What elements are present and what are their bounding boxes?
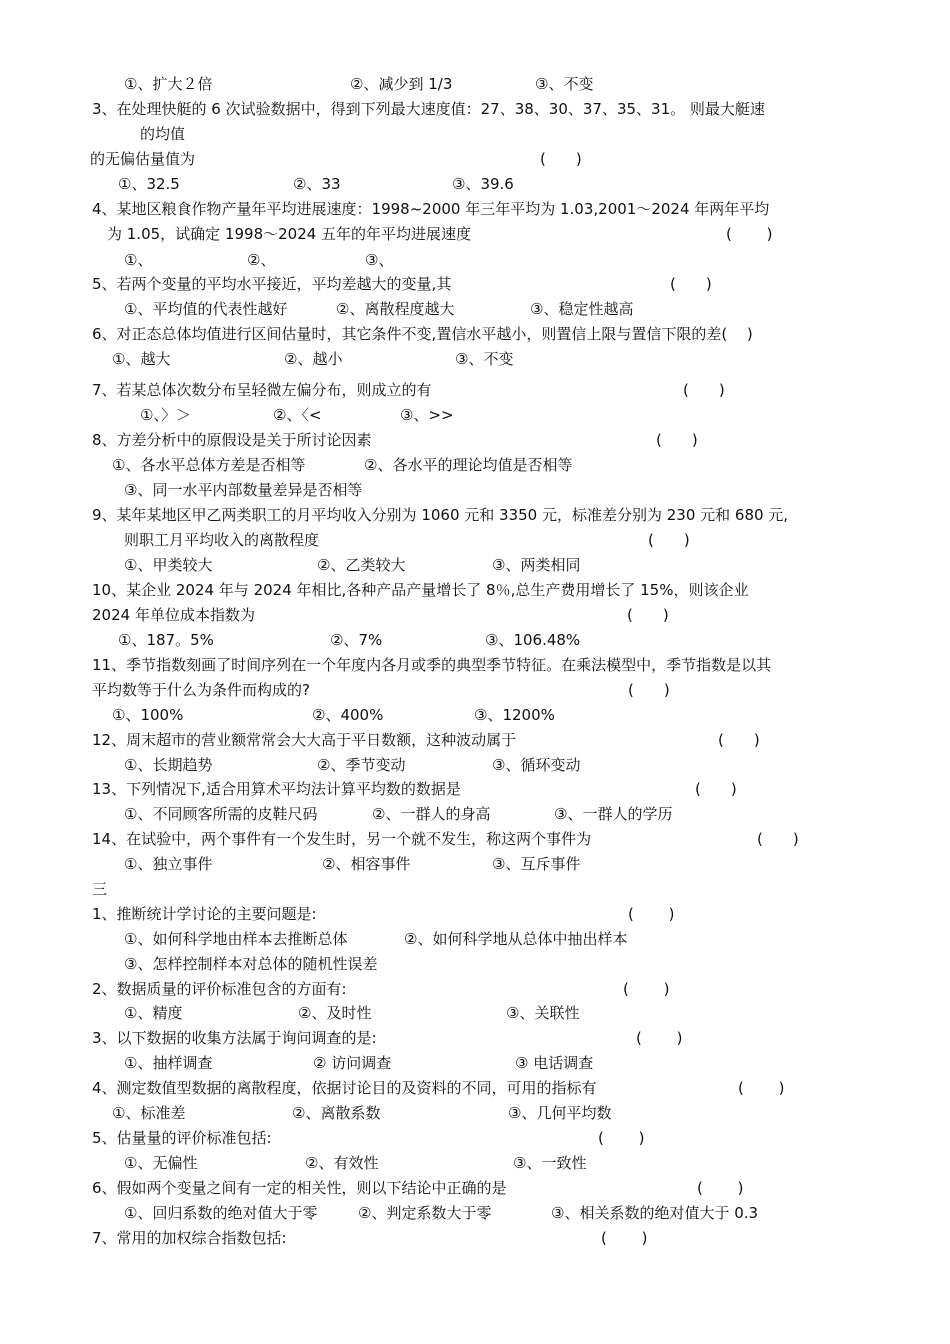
- text-segment: ③、循环变动: [492, 756, 581, 774]
- text-line: [0, 733, 950, 755]
- answer-bracket: ( ): [601, 1229, 648, 1247]
- text-segment: 5、估量量的评价标准包括:: [92, 1129, 272, 1147]
- text-segment: ①、: [124, 251, 153, 269]
- answer-bracket: ( ): [726, 225, 773, 243]
- text-segment: ①、越大: [112, 350, 171, 368]
- text-segment: ①、长期趋势: [124, 756, 213, 774]
- text-segment: ③、一群人的学历: [554, 805, 673, 823]
- text-line: [0, 202, 950, 224]
- text-line: [0, 782, 950, 804]
- text-segment: ③、几何平均数: [508, 1104, 612, 1122]
- text-segment: ②、7%: [330, 631, 383, 649]
- text-line: [0, 1156, 950, 1178]
- text-line: [0, 882, 950, 904]
- text-line: [0, 658, 950, 680]
- text-segment: 14、在试验中，两个事件有一个发生时，另一个就不发生，称这两个事件为: [92, 830, 592, 848]
- text-line: [0, 708, 950, 730]
- text-segment: 为 1.05，试确定 1998～2024 五年的年平均进展速度: [107, 225, 472, 243]
- text-segment: ②、越小: [284, 350, 343, 368]
- text-line: [0, 102, 950, 124]
- text-line: [0, 458, 950, 480]
- text-segment: ①、如何科学地由样本去推断总体: [124, 930, 348, 948]
- answer-bracket: ( ): [636, 1029, 683, 1047]
- text-segment: 平均数等于什么为条件而构成的?: [92, 681, 310, 699]
- text-line: [0, 683, 950, 705]
- text-segment: ②、季节变动: [317, 756, 406, 774]
- answer-bracket: ( ): [695, 780, 737, 798]
- text-segment: ①、甲类较大: [124, 556, 213, 574]
- text-line: [0, 1206, 950, 1228]
- text-line: [0, 832, 950, 854]
- text-line: [0, 152, 950, 174]
- text-segment: ③、106.48%: [485, 631, 581, 649]
- text-segment: ①、扩大２倍: [124, 75, 213, 93]
- text-segment: 三: [92, 880, 108, 898]
- answer-bracket: ( ): [670, 275, 712, 293]
- answer-bracket: ( ): [683, 381, 725, 399]
- answer-bracket: ( ): [656, 431, 698, 449]
- text-line: [0, 1056, 950, 1078]
- answer-bracket: ( ): [598, 1129, 645, 1147]
- answer-bracket: ( ): [757, 830, 799, 848]
- text-segment: ②、及时性: [298, 1004, 372, 1022]
- text-segment: ②、离散程度越大: [336, 300, 455, 318]
- text-line: [0, 352, 950, 374]
- text-segment: ③、一致性: [513, 1154, 587, 1172]
- answer-bracket: ( ): [623, 980, 670, 998]
- text-segment: 7、常用的加权综合指数包括:: [92, 1229, 287, 1247]
- text-segment: ①、平均值的代表性越好: [124, 300, 288, 318]
- text-segment: 3、以下数据的收集方法属于询问调查的是:: [92, 1029, 377, 1047]
- text-segment: ② 访问调查: [313, 1054, 392, 1072]
- text-segment: ①、无偏性: [124, 1154, 198, 1172]
- text-segment: 4、某地区粮食作物产量年平均进展速度：1998~2000 年三年平均为 1.03,2001～2024 年两年平均: [92, 200, 770, 218]
- text-segment: ③、同一水平内部数量差异是否相等: [124, 481, 363, 499]
- text-segment: ②、一群人的身高: [372, 805, 491, 823]
- text-line: [0, 1231, 950, 1253]
- text-segment: ①、独立事件: [124, 855, 213, 873]
- text-line: [0, 433, 950, 455]
- text-segment: ①、精度: [124, 1004, 183, 1022]
- text-segment: ②、400%: [312, 706, 384, 724]
- text-segment: 6、对正态总体均值进行区间估量时，其它条件不变,置信水平越小，则置信上限与置信下限的差( ): [92, 325, 753, 343]
- text-segment: 则职工月平均收入的离散程度: [124, 531, 320, 549]
- text-line: [0, 758, 950, 780]
- text-segment: ③、>>: [400, 406, 454, 424]
- text-line: [0, 1181, 950, 1203]
- text-segment: ③、不变: [455, 350, 514, 368]
- answer-bracket: ( ): [540, 150, 582, 168]
- text-line: [0, 253, 950, 275]
- text-segment: ②、33: [293, 175, 341, 193]
- answer-bracket: ( ): [738, 1079, 785, 1097]
- text-line: [0, 127, 950, 149]
- text-segment: 12、周末超市的营业额常常会大大高于平日数额，这种波动属于: [92, 731, 517, 749]
- text-line: [0, 508, 950, 530]
- text-segment: ③、稳定性越高: [530, 300, 634, 318]
- text-segment: ③、不变: [535, 75, 594, 93]
- text-segment: ③、1200%: [474, 706, 555, 724]
- text-segment: ①、标准差: [112, 1104, 186, 1122]
- text-line: [0, 77, 950, 99]
- text-segment: ②、乙类较大: [317, 556, 406, 574]
- text-line: [0, 633, 950, 655]
- text-segment: ②、判定系数大于零: [358, 1204, 492, 1222]
- text-line: [0, 907, 950, 929]
- text-line: [0, 1081, 950, 1103]
- text-segment: ①、187。5%: [118, 631, 214, 649]
- text-segment: 11、季节指数刻画了时间序列在一个年度内各月或季的典型季节特征。在乘法模型中，季节指数是以其: [92, 656, 772, 674]
- text-line: [0, 932, 950, 954]
- text-segment: 7、若某总体次数分布呈轻微左偏分布，则成立的有: [92, 381, 432, 399]
- text-segment: 13、下列情况下,适合用算术平均法计算平均数的数据是: [92, 780, 461, 798]
- text-line: [0, 227, 950, 249]
- text-segment: ①、各水平总体方差是否相等: [112, 456, 306, 474]
- text-segment: ②、离散系数: [292, 1104, 381, 1122]
- text-segment: 的无偏估量值为: [90, 150, 196, 168]
- text-segment: 8、方差分析中的原假设是关于所讨论因素: [92, 431, 372, 449]
- text-segment: 2、数据质量的评价标准包含的方面有:: [92, 980, 347, 998]
- text-segment: 9、某年某地区甲乙两类职工的月平均收入分别为 1060 元和 3350 元，标准差分别为 230 元和 680 元,: [92, 506, 789, 524]
- text-segment: 10、某企业 2024 年与 2024 年相比,各种产品产量增长了 8％,总生产费用增长了 15%，则该企业: [92, 581, 749, 599]
- text-line: [0, 277, 950, 299]
- text-segment: ②、减少到 1/3: [350, 75, 453, 93]
- text-line: [0, 982, 950, 1004]
- answer-bracket: ( ): [648, 531, 690, 549]
- text-line: [0, 957, 950, 979]
- text-segment: ①、不同顾客所需的皮鞋尺码: [124, 805, 318, 823]
- text-line: [0, 383, 950, 405]
- text-segment: 4、测定数值型数据的离散程度，依据讨论目的及资料的不同，可用的指标有: [92, 1079, 597, 1097]
- text-segment: ③、相关系数的绝对值大于 0.3: [551, 1204, 759, 1222]
- text-line: [0, 483, 950, 505]
- text-segment: ③、两类相同: [492, 556, 581, 574]
- text-line: [0, 1106, 950, 1128]
- text-segment: 2024 年单位成本指数为: [92, 606, 255, 624]
- text-segment: 3、在处理快艇的 6 次试验数据中，得到下列最大速度值：27、38、30、37、35、31。 则最大艇速: [92, 100, 765, 118]
- text-segment: ①、〉＞: [140, 406, 191, 424]
- text-segment: 的均值: [140, 125, 186, 143]
- text-line: [0, 1131, 950, 1153]
- text-segment: ③、关联性: [506, 1004, 580, 1022]
- text-segment: ③、互斥事件: [492, 855, 581, 873]
- answer-bracket: ( ): [627, 606, 669, 624]
- text-line: [0, 177, 950, 199]
- text-line: [0, 1006, 950, 1028]
- text-segment: ③ 电话调查: [515, 1054, 594, 1072]
- answer-bracket: ( ): [697, 1179, 744, 1197]
- answer-bracket: ( ): [628, 681, 670, 699]
- text-segment: ②、相容事件: [322, 855, 411, 873]
- text-line: [0, 533, 950, 555]
- text-segment: 6、假如两个变量之间有一定的相关性，则以下结论中正确的是: [92, 1179, 507, 1197]
- text-segment: ②、各水平的理论均值是否相等: [364, 456, 573, 474]
- text-line: [0, 327, 950, 349]
- text-line: [0, 857, 950, 879]
- text-line: [0, 558, 950, 580]
- text-line: [0, 1031, 950, 1053]
- text-segment: ①、回归系数的绝对值大于零: [124, 1204, 318, 1222]
- answer-bracket: ( ): [718, 731, 760, 749]
- text-segment: ③、39.6: [452, 175, 514, 193]
- text-line: [0, 302, 950, 324]
- text-segment: ③、怎样控制样本对总体的随机性误差: [124, 955, 378, 973]
- text-segment: ③、: [365, 251, 394, 269]
- text-segment: ①、100%: [112, 706, 184, 724]
- text-line: [0, 408, 950, 430]
- text-segment: 5、若两个变量的平均水平接近，平均差越大的变量,其: [92, 275, 452, 293]
- text-segment: ②、〈<: [273, 406, 322, 424]
- text-segment: ②、如何科学地从总体中抽出样本: [404, 930, 628, 948]
- text-segment: ②、: [247, 251, 276, 269]
- text-line: [0, 608, 950, 630]
- text-segment: 1、推断统计学讨论的主要问题是:: [92, 905, 317, 923]
- text-segment: ②、有效性: [305, 1154, 379, 1172]
- text-line: [0, 583, 950, 605]
- text-segment: ①、32.5: [118, 175, 180, 193]
- answer-bracket: ( ): [628, 905, 675, 923]
- text-segment: ①、抽样调查: [124, 1054, 213, 1072]
- text-line: [0, 807, 950, 829]
